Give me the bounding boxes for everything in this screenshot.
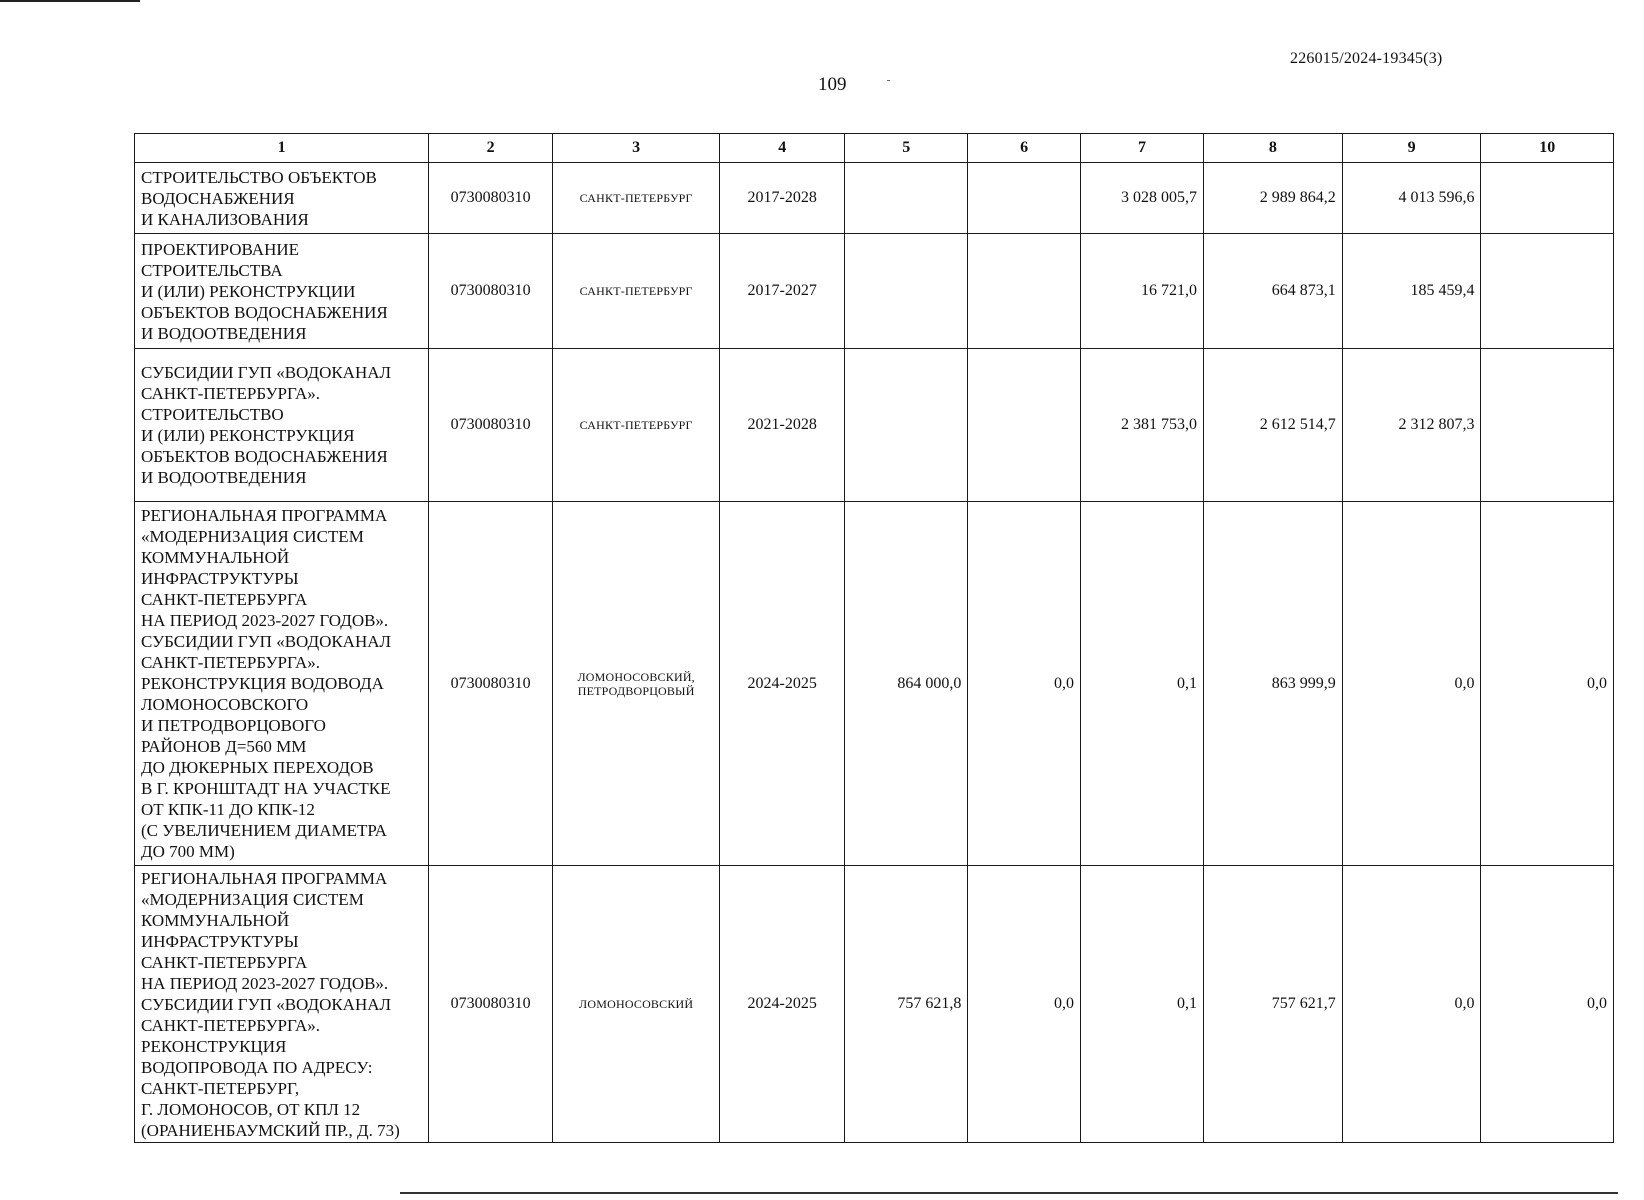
table-row (135, 349, 1614, 502)
period-cell: 2024-2025 (720, 866, 845, 1143)
value-cell-7: 0,1 (1080, 866, 1203, 1143)
location-cell: ЛОМОНОСОВСКИЙ (553, 866, 720, 1143)
value-cell-10: 0,0 (1481, 502, 1614, 866)
item-name-cell: СУБСИДИИ ГУП «ВОДОКАНАЛ САНКТ-ПЕТЕРБУРГА». СТРОИТЕЛЬСТВО И (ИЛИ) РЕКОНСТРУКЦИЯ ОБЪЕКТОВ ВОДОСНАБЖЕНИЯ И ВОДООТВЕДЕНИЯ (135, 349, 429, 502)
item-name-cell: ПРОЕКТИРОВАНИЕ СТРОИТЕЛЬСТВА И (ИЛИ) РЕКОНСТРУКЦИИ ОБЪЕКТОВ ВОДОСНАБЖЕНИЯ И ВОДООТВЕДЕНИЯ (135, 234, 429, 349)
period-cell: 2017-2028 (720, 163, 845, 234)
value-cell-6: 0,0 (968, 502, 1081, 866)
value-cell-9: 0,0 (1342, 866, 1481, 1143)
code-cell: 0730080310 (429, 163, 553, 234)
value-cell-8: 2 989 864,2 (1204, 163, 1343, 234)
value-cell-8: 863 999,9 (1204, 502, 1343, 866)
period-cell: 2017-2027 (720, 234, 845, 349)
column-header: 6 (968, 134, 1081, 163)
location-cell: САНКТ-ПЕТЕРБУРГ (553, 163, 720, 234)
value-cell-6: 0,0 (968, 866, 1081, 1143)
value-cell-7: 3 028 005,7 (1080, 163, 1203, 234)
scan-edge-line-bottom (400, 1192, 1618, 1194)
period-cell: 2024-2025 (720, 502, 845, 866)
table-row (135, 866, 1614, 1143)
value-cell-9: 2 312 807,3 (1342, 349, 1481, 502)
value-cell-7: 0,1 (1080, 502, 1203, 866)
value-cell-8: 757 621,7 (1204, 866, 1343, 1143)
value-cell-5 (845, 349, 968, 502)
value-cell-5 (845, 163, 968, 234)
column-header: 10 (1481, 134, 1614, 163)
item-name-cell: СТРОИТЕЛЬСТВО ОБЪЕКТОВ ВОДОСНАБЖЕНИЯ И КАНАЛИЗОВАНИЯ (135, 163, 429, 234)
code-cell: 0730080310 (429, 502, 553, 866)
value-cell-6 (968, 349, 1081, 502)
value-cell-6 (968, 234, 1081, 349)
value-cell-10 (1481, 234, 1614, 349)
value-cell-5: 757 621,8 (845, 866, 968, 1143)
value-cell-9: 185 459,4 (1342, 234, 1481, 349)
value-cell-9: 0,0 (1342, 502, 1481, 866)
code-cell: 0730080310 (429, 234, 553, 349)
page-number: 109 (818, 74, 847, 95)
document-id: 226015/2024-19345(3) (1290, 50, 1443, 67)
table-row (135, 234, 1614, 349)
column-header: 4 (720, 134, 845, 163)
column-header: 2 (429, 134, 553, 163)
budget-table (134, 133, 1614, 1143)
column-header: 3 (553, 134, 720, 163)
column-header: 7 (1080, 134, 1203, 163)
location-cell: САНКТ-ПЕТЕРБУРГ (553, 349, 720, 502)
value-cell-6 (968, 163, 1081, 234)
item-name-cell: РЕГИОНАЛЬНАЯ ПРОГРАММА «МОДЕРНИЗАЦИЯ СИСТЕМ КОММУНАЛЬНОЙ ИНФРАСТРУКТУРЫ САНКТ-ПЕТЕРБУРГА НА ПЕРИОД 2023-2027 ГОДОВ». СУБСИДИИ ГУП «ВОДОКАНАЛ САНКТ-ПЕТЕРБУРГА». РЕКОНСТРУКЦИЯ ВОДОВОДА ЛОМОНОСОВСКОГО И ПЕТРОДВОРЦОВОГО РАЙОНОВ Д=560 ММ ДО ДЮКЕРНЫХ ПЕРЕХОДОВ В Г. КРОНШТАДТ НА УЧАСТКЕ ОТ КПК-11 ДО КПК-12 (С УВЕЛИЧЕНИЕМ ДИАМЕТРА ДО 700 ММ) (135, 502, 429, 866)
value-cell-10: 0,0 (1481, 866, 1614, 1143)
scan-speck (887, 80, 890, 81)
table-row (135, 163, 1614, 234)
period-cell: 2021-2028 (720, 349, 845, 502)
value-cell-8: 664 873,1 (1204, 234, 1343, 349)
value-cell-5 (845, 234, 968, 349)
table-row (135, 502, 1614, 866)
column-header: 8 (1204, 134, 1343, 163)
value-cell-7: 2 381 753,0 (1080, 349, 1203, 502)
value-cell-7: 16 721,0 (1080, 234, 1203, 349)
table-header-row (135, 134, 1614, 163)
scan-edge-line-top (0, 0, 140, 2)
value-cell-10 (1481, 349, 1614, 502)
value-cell-10 (1481, 163, 1614, 234)
item-name-cell: РЕГИОНАЛЬНАЯ ПРОГРАММА «МОДЕРНИЗАЦИЯ СИСТЕМ КОММУНАЛЬНОЙ ИНФРАСТРУКТУРЫ САНКТ-ПЕТЕРБУРГА НА ПЕРИОД 2023-2027 ГОДОВ». СУБСИДИИ ГУП «ВОДОКАНАЛ САНКТ-ПЕТЕРБУРГА». РЕКОНСТРУКЦИЯ ВОДОПРОВОДА ПО АДРЕСУ: САНКТ-ПЕТЕРБУРГ, Г. ЛОМОНОСОВ, ОТ КПЛ 12 (ОРАНИЕНБАУМСКИЙ ПР., Д. 73) (135, 866, 429, 1143)
value-cell-5: 864 000,0 (845, 502, 968, 866)
code-cell: 0730080310 (429, 349, 553, 502)
column-header: 1 (135, 134, 429, 163)
location-cell: ЛОМОНОСОВСКИЙ, ПЕТРОДВОРЦОВЫЙ (553, 502, 720, 866)
column-header: 9 (1342, 134, 1481, 163)
value-cell-8: 2 612 514,7 (1204, 349, 1343, 502)
location-cell: САНКТ-ПЕТЕРБУРГ (553, 234, 720, 349)
column-header: 5 (845, 134, 968, 163)
value-cell-9: 4 013 596,6 (1342, 163, 1481, 234)
code-cell: 0730080310 (429, 866, 553, 1143)
